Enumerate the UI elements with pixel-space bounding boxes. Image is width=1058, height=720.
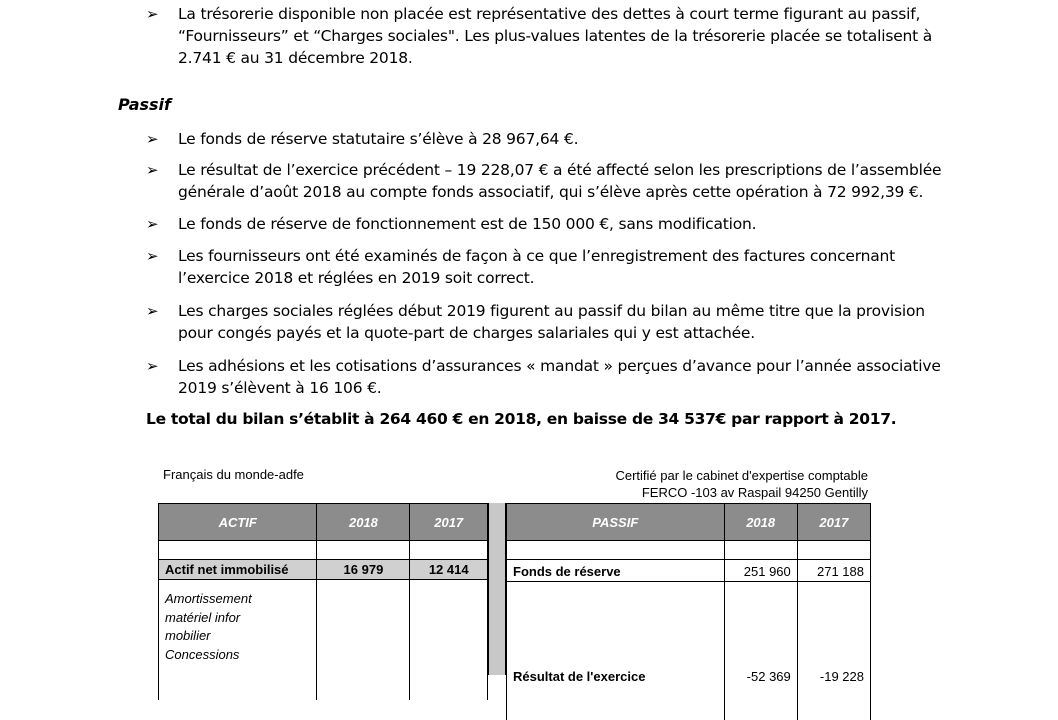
year-2018-header: 2018 [724, 504, 797, 541]
bullet-arrow-icon: ➢ [146, 128, 166, 150]
organization-name: Français du monde-adfe [163, 467, 304, 482]
certification-note [615, 467, 868, 501]
table-row [159, 560, 488, 580]
value-2018: 16 979 [317, 560, 410, 580]
bullet-line: Les fournisseurs ont été examinés de façon à ce que l’enregistrement des factures concernant [178, 247, 895, 265]
bullet-line: pour congés payés et la quote-part de charges salariales qui y est attachée. [178, 324, 755, 342]
actif-table [158, 503, 488, 700]
table-row [159, 580, 488, 701]
row-label: Fonds de réserve [507, 560, 725, 582]
bullet-line: Le fonds de réserve de fonctionnement est de 150 000 €, sans modification. [178, 215, 756, 233]
bullet-arrow-icon: ➢ [146, 300, 166, 322]
bullet-line: Le résultat de l’exercice précédent – 19 228,07 € a été affecté selon les prescriptions de l’assemblée [178, 161, 941, 179]
bullet-arrow-icon: ➢ [146, 213, 166, 235]
amortissement-cell [159, 580, 317, 701]
passif-header: PASSIF [507, 504, 725, 541]
bullet-arrow-icon: ➢ [146, 245, 166, 267]
year-2018-header: 2018 [317, 504, 410, 541]
bullet-arrow-icon: ➢ [146, 3, 166, 25]
bullet-line: Le fonds de réserve statutaire s’élève à 28 967,64 €. [178, 130, 578, 148]
table-row [507, 560, 871, 582]
bullet-charges-sociales [146, 300, 946, 344]
certification-line: Certifié par le cabinet d'expertise comptable [615, 468, 868, 483]
bullet-arrow-icon: ➢ [146, 355, 166, 377]
sub-line: mobilier [165, 628, 211, 643]
sub-line: matériel infor [165, 610, 240, 625]
bullet-fonds-reserve [146, 128, 946, 150]
bullet-fournisseurs [146, 245, 946, 289]
value-2017: 271 188 [797, 560, 870, 582]
year-2017-header: 2017 [410, 504, 488, 541]
total-bilan-text: Le total du bilan s’établit à 264 460 € en 2018, en baisse de 34 537€ par rapport à 2017. [146, 410, 946, 428]
section-heading-passif: Passif [118, 95, 171, 114]
bullet-line: 2.741 € au 31 décembre 2018. [178, 49, 413, 67]
table-row [507, 582, 871, 720]
bullet-line: “Fournisseurs” et “Charges sociales". Les plus-values latentes de la trésorerie placée se totalisent à [178, 27, 932, 45]
bullet-line: l’exercice 2018 et réglées en 2019 soit correct. [178, 269, 534, 287]
row-label: Résultat de l'exercice [507, 582, 725, 720]
actif-header: ACTIF [159, 504, 317, 541]
year-2017-header: 2017 [797, 504, 870, 541]
sub-line: Amortissement [165, 591, 252, 606]
bullet-line: Les adhésions et les cotisations d’assurances « mandat » perçues d’avance pour l’année associative [178, 357, 941, 375]
bullet-line: La trésorerie disponible non placée est représentative des dettes à court terme figurant au passif, [178, 5, 920, 23]
bullet-arrow-icon: ➢ [146, 159, 166, 181]
sub-line: Concessions [165, 647, 239, 662]
bullet-line: Les charges sociales réglées début 2019 figurent au passif du bilan au même titre que la provision [178, 302, 925, 320]
value-2017: 12 414 [410, 560, 488, 580]
passif-table [506, 503, 871, 720]
table-separator [488, 503, 506, 675]
bullet-line: 2019 s’élèvent à 16 106 €. [178, 379, 381, 397]
row-label: Actif net immobilisé [159, 560, 317, 580]
value-2018: 251 960 [724, 560, 797, 582]
certification-line: FERCO -103 av Raspail 94250 Gentilly [642, 485, 868, 500]
value-2017: -19 228 [797, 582, 870, 720]
value-2018: -52 369 [724, 582, 797, 720]
bullet-adhesions [146, 355, 946, 399]
bullet-line: générale d’août 2018 au compte fonds associatif, qui s’élève après cette opération à 72 992,39 €. [178, 183, 923, 201]
bullet-resultat [146, 159, 946, 203]
bullet-fonctionnement [146, 213, 946, 235]
bullet-tresorerie [146, 3, 946, 69]
